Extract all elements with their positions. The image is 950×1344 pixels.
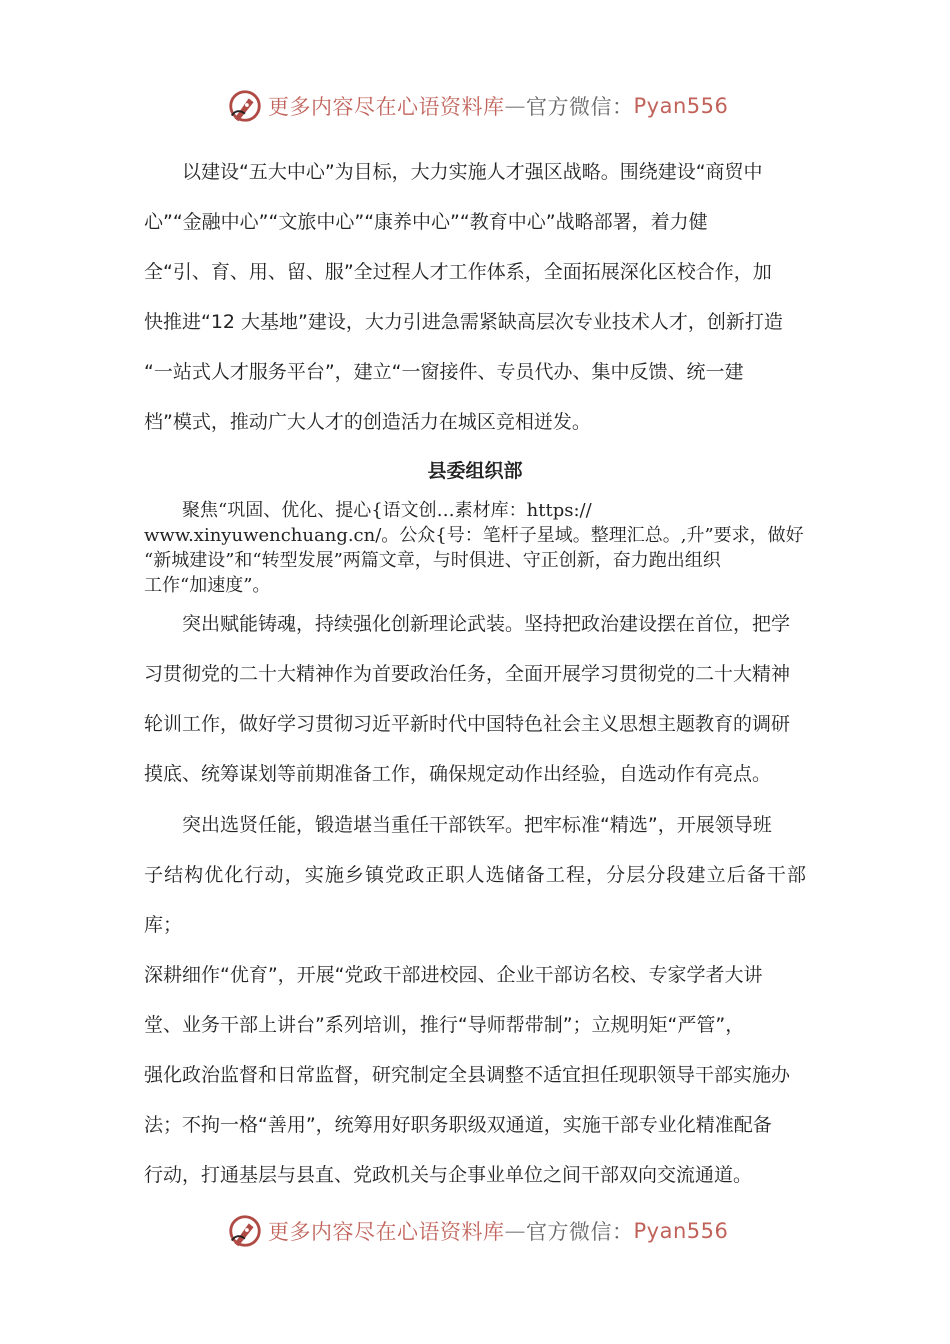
watermark-footer — [226, 1211, 728, 1251]
pen-nib-logo-icon — [226, 87, 264, 125]
intro-paragraph: 以建设“五大中心”为目标，大力实施人才强区战略。围绕建设“商贸中 心”“金融中心”“文旅中心”“康养中心”“教育中心”战略部署，着力健 全“引、育、用、留、服”全过程人才工作体系，全面拓展深化区校合作，加 快推进“12 大基地”建设，大力引进急需紧缺高层次专业技术人才，创新打造 “一站式人才服务平台”，建立“一窗接件、专员代办、集中反馈、统一建 档”模式，推动广大人才的创造活力在城区竞相迸发。 — [144, 161, 783, 433]
section-heading: 县委组织部 — [427, 460, 523, 482]
watermark-site-text: 更多内容尽在心语资料库 — [268, 1220, 505, 1244]
watermark-official-label: 官方微信： — [526, 1220, 634, 1244]
section-summary-paragraph: 聚焦“巩固、优化、提心{语文创…素材库：https:// www.xinyuwenchuang.cn/。公众{号：笔杆子星域。整理汇总。,升”要求，做好 “新城建设”和“转型发展”两篇文章，与时俱进、守正创新，奋力跑出组织 工作“加速度”。 — [144, 500, 804, 596]
watermark-dash: — — [504, 94, 526, 118]
watermark-header — [226, 86, 728, 126]
watermark-official-label: 官方微信： — [526, 95, 634, 119]
watermark-dash: — — [504, 1219, 526, 1243]
watermark-site-text: 更多内容尽在心语资料库 — [268, 95, 505, 119]
watermark-wechat-id: Pyan556 — [633, 1219, 729, 1243]
watermark-wechat-id: Pyan556 — [633, 94, 729, 118]
section-paragraph-1: 突出赋能铸魂，持续强化创新理论武装。坚持把政治建设摆在首位，把学 习贯彻党的二十大精神作为首要政治任务，全面开展学习贯彻党的二十大精神 轮训工作，做好学习贯彻习近平新时代中国特色社会主义思想主题教育的调研 摸底、统筹谋划等前期准备工作，确保规定动作出经验，自选动作有亮点。 — [144, 613, 791, 785]
section-paragraph-2: 突出选贤任能，锻造堪当重任干部铁军。把牢标准“精选”，开展领导班 子结构优化行动，实施乡镇党政正职人选储备工程，分层分段建立后备干部库； 深耕细作“优育”，开展“党政干部进校园、企业干部访名校、专家学者大讲 堂、业务干部上讲台”系列培训，推行“导师帮带制”；立规明矩“严管”， 强化政治监督和日常监督，研究制定全县调整不适宜担任现职领导干部实施办 法；不拘一格“善用”，统筹用好职务职级双通道，实施干部专业化精准配备 行动，打通基层与县直、党政机关与企事业单位之间干部双向交流通道。 — [144, 814, 806, 1186]
pen-nib-logo-icon — [226, 1212, 264, 1250]
